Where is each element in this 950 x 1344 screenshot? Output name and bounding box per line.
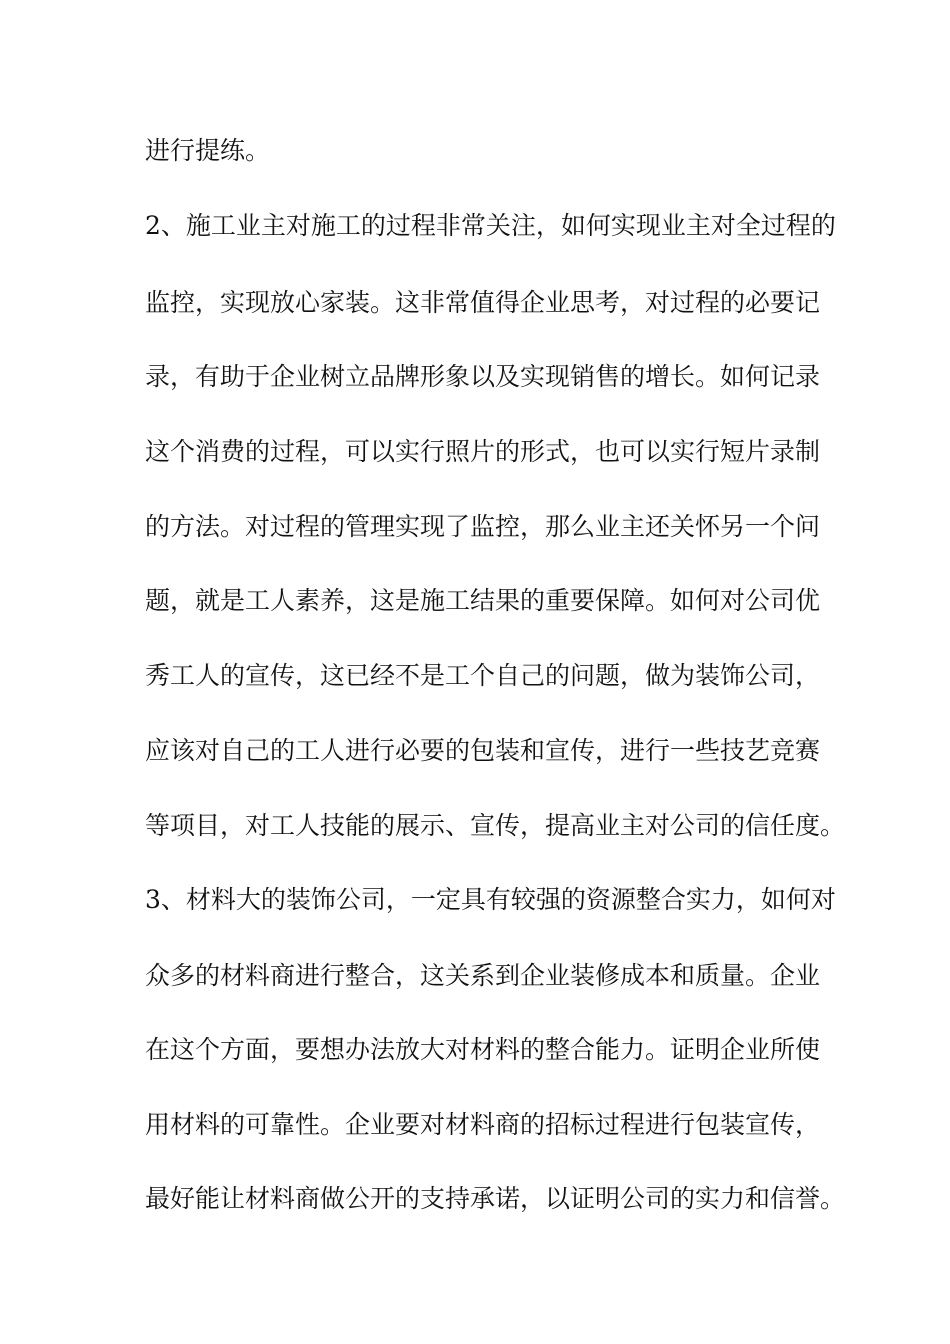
text-line: 3、材料大的装饰公司，一定具有较强的资源整合实力，如何对 <box>145 885 836 914</box>
text-line: 最好能让材料商做公开的支持承诺，以证明公司的实力和信誉。 <box>145 1184 846 1213</box>
text-line: 录，有助于企业树立品牌形象以及实现销售的增长。如何记录 <box>145 362 821 391</box>
text-line: 2、施工业主对施工的过程非常关注，如何实现业主对全过程的 <box>145 211 836 240</box>
text-line: 等项目，对工人技能的展示、宣传，提高业主对公司的信任度。 <box>145 811 846 840</box>
text-line: 在这个方面，要想办法放大对材料的整合能力。证明企业所使 <box>145 1035 821 1064</box>
text-line: 用材料的可靠性。企业要对材料商的招标过程进行包装宣传， <box>145 1110 821 1139</box>
text-line: 这个消费的过程，可以实行照片的形式，也可以实行短片录制 <box>145 437 821 466</box>
text-line: 秀工人的宣传，这已经不是工个自己的问题，做为装饰公司， <box>145 661 821 690</box>
text-line: 的方法。对过程的管理实现了监控，那么业主还关怀另一个问 <box>145 512 821 541</box>
text-line: 众多的材料商进行整合，这关系到企业装修成本和质量。企业 <box>145 961 821 990</box>
text-line: 监控，实现放心家装。这非常值得企业思考，对过程的必要记 <box>145 288 821 317</box>
text-line: 题，就是工人素养，这是施工结果的重要保障。如何对公司优 <box>145 586 821 615</box>
text-line: 应该对自己的工人进行必要的包装和宣传，进行一些技艺竞赛 <box>145 736 821 765</box>
text-line: 进行提练。 <box>145 136 271 165</box>
